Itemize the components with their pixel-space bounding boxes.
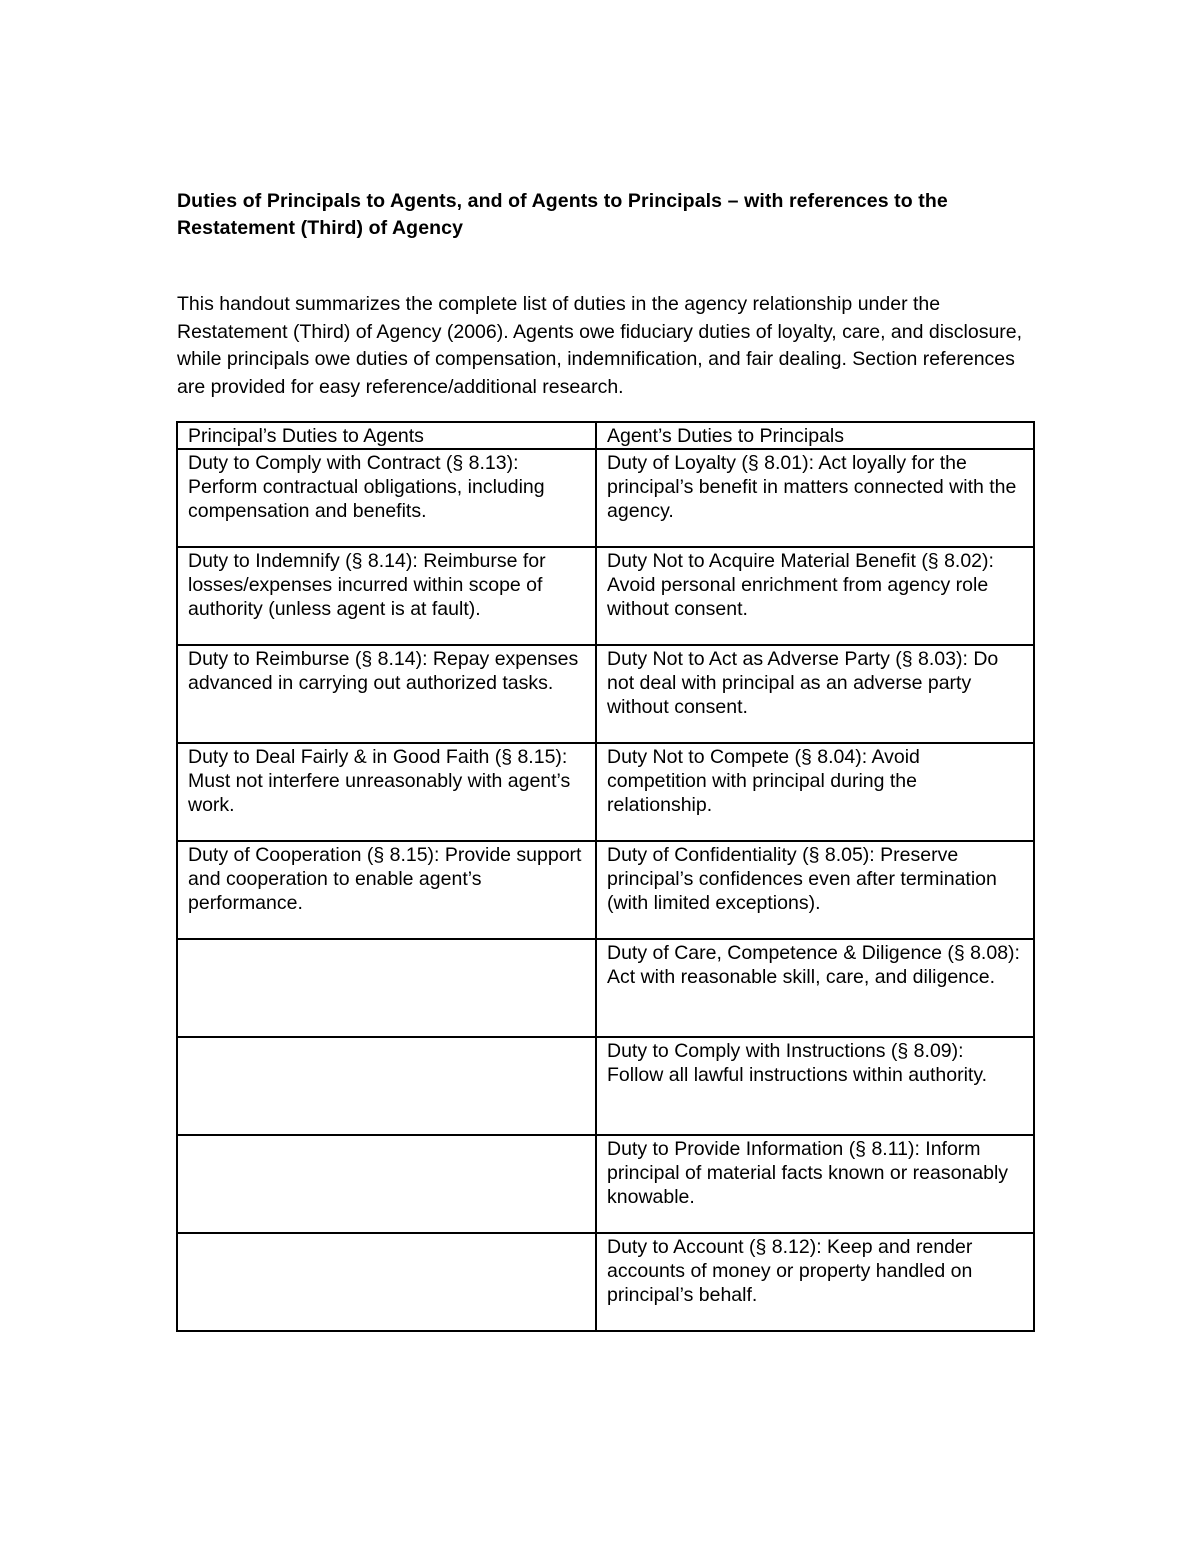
principal-duty-cell-empty <box>177 1135 596 1233</box>
principal-duty-cell-empty <box>177 1233 596 1331</box>
table-row <box>177 1233 1034 1331</box>
table-row <box>177 645 1034 743</box>
principal-duty-cell: Duty to Indemnify (§ 8.14): Reimburse for losses/expenses incurred within scope of authority (unless agent is at fault). <box>177 547 596 645</box>
agent-duty-cell: Duty to Account (§ 8.12): Keep and render accounts of money or property handled on principal’s behalf. <box>596 1233 1034 1331</box>
agent-duty-cell: Duty of Confidentiality (§ 8.05): Preserve principal’s confidences even after termination (with limited exceptions). <box>596 841 1034 939</box>
principal-duty-cell: Duty to Deal Fairly & in Good Faith (§ 8.15): Must not interfere unreasonably with agent’s work. <box>177 743 596 841</box>
principal-duty-cell: Duty to Reimburse (§ 8.14): Repay expenses advanced in carrying out authorized tasks. <box>177 645 596 743</box>
agent-duty-cell: Duty to Provide Information (§ 8.11): Inform principal of material facts known or reasonably knowable. <box>596 1135 1034 1233</box>
principal-duty-cell: Duty to Comply with Contract (§ 8.13): Perform contractual obligations, including compensation and benefits. <box>177 449 596 547</box>
table-row <box>177 743 1034 841</box>
table-row <box>177 1037 1034 1135</box>
table-row <box>177 939 1034 1037</box>
agent-duty-cell: Duty to Comply with Instructions (§ 8.09): Follow all lawful instructions within authority. <box>596 1037 1034 1135</box>
intro-paragraph: This handout summarizes the complete list of duties in the agency relationship under the Restatement (Third) of Agency (2006). Agents owe fiduciary duties of loyalty, care, and disclosure, while principals owe duties of compensation, indemnification, and fair dealing. Section references are provided for easy reference/additional research. <box>177 293 1023 398</box>
table-row <box>177 449 1034 547</box>
table-header-row <box>177 422 1034 449</box>
table-row <box>177 547 1034 645</box>
principal-duty-cell-empty <box>177 1037 596 1135</box>
agent-duty-cell: Duty of Loyalty (§ 8.01): Act loyally for the principal’s benefit in matters connected with the agency. <box>596 449 1034 547</box>
table-row <box>177 1135 1034 1233</box>
table-row <box>177 841 1034 939</box>
document-title: Duties of Principals to Agents, and of Agents to Principals – with references to the Restatement (Third) of Agency <box>177 190 948 239</box>
principal-duties-header: Principal’s Duties to Agents <box>177 422 596 449</box>
agent-duty-cell: Duty Not to Compete (§ 8.04): Avoid competition with principal during the relationship. <box>596 743 1034 841</box>
duties-table <box>176 421 1035 1332</box>
agent-duties-header: Agent’s Duties to Principals <box>596 422 1034 449</box>
agent-duty-cell: Duty of Care, Competence & Diligence (§ 8.08): Act with reasonable skill, care, and diligence. <box>596 939 1034 1037</box>
agent-duty-cell: Duty Not to Act as Adverse Party (§ 8.03): Do not deal with principal as an adverse party without consent. <box>596 645 1034 743</box>
principal-duty-cell: Duty of Cooperation (§ 8.15): Provide support and cooperation to enable agent’s performance. <box>177 841 596 939</box>
agent-duty-cell: Duty Not to Acquire Material Benefit (§ 8.02): Avoid personal enrichment from agency role without consent. <box>596 547 1034 645</box>
principal-duty-cell-empty <box>177 939 596 1037</box>
